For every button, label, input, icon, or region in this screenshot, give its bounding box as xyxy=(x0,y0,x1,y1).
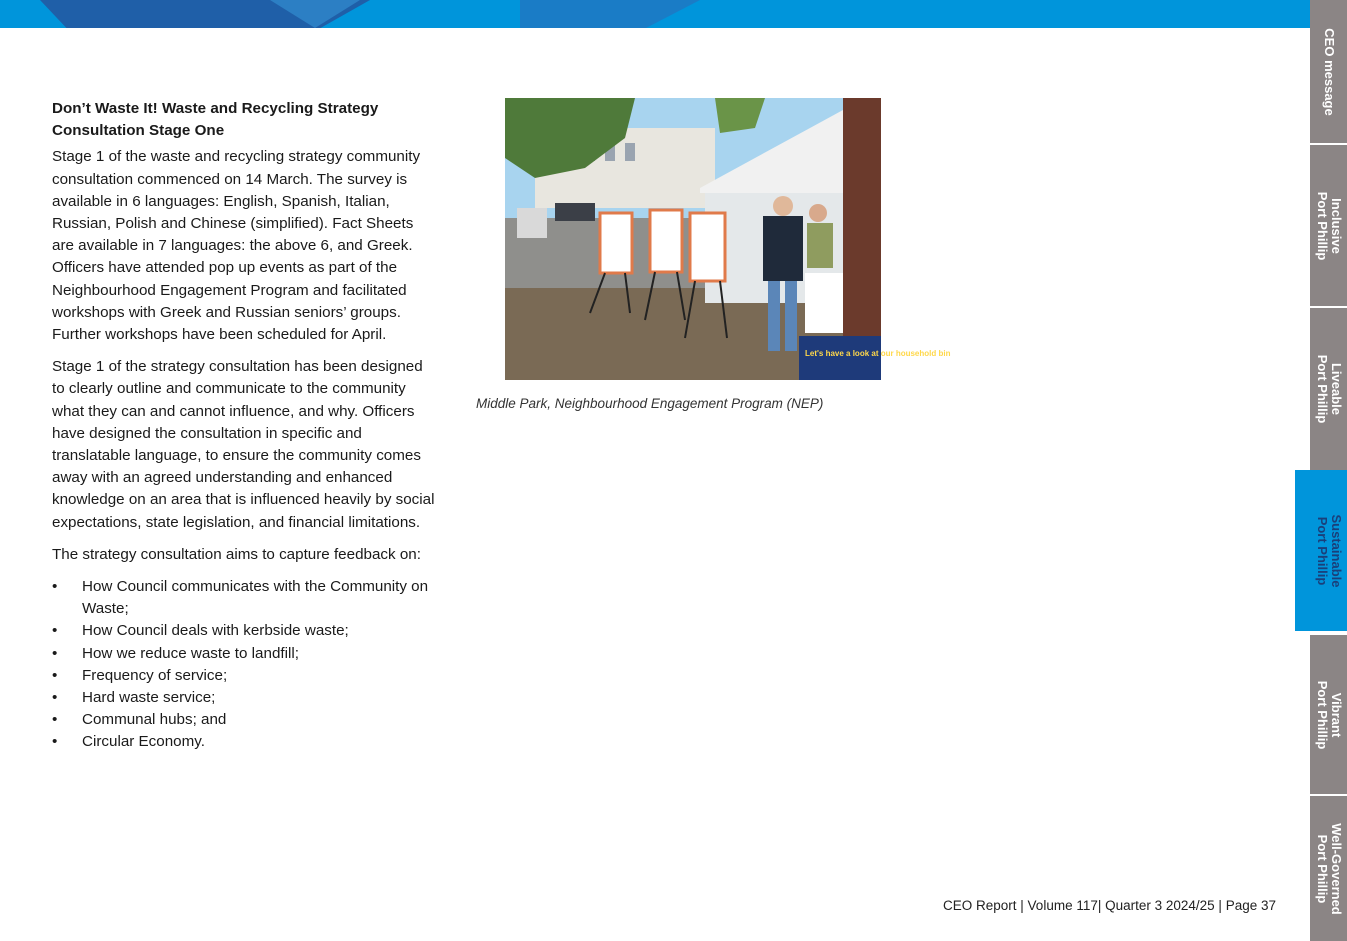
tab-label: Vibrant Port Phillip xyxy=(1314,680,1344,749)
event-photo xyxy=(505,98,951,380)
tab-well-governed[interactable] xyxy=(1310,794,1347,941)
feedback-list xyxy=(52,576,437,754)
banner-shape xyxy=(520,0,700,28)
list-item: • Circular Economy. xyxy=(52,731,437,753)
tab-label: Inclusive Port Phillip xyxy=(1314,191,1344,260)
list-item: • Frequency of service; xyxy=(52,665,437,687)
top-banner xyxy=(0,0,1312,28)
page-footer: CEO Report | Volume 117| Quarter 3 2024/25 | Page 37 xyxy=(943,898,1276,913)
paragraph: Stage 1 of the waste and recycling strategy community consultation commenced on 14 March. The survey is available in 6 languages: English, Spanish, Italian, Russian, Polish and Chinese (simplified). Fact Sheets are available in 7 languages: the above 6, and Greek. Officers have attended pop up events as part of the Neighbourhood Engagement Program and facilitated workshops with Greek and Russian seniors’ groups. Further workshops have been scheduled for April. xyxy=(52,148,421,344)
tab-vibrant[interactable] xyxy=(1310,633,1347,794)
photo-caption: Middle Park, Neighbourhood Engagement Program (NEP) xyxy=(476,396,824,411)
tab-label: Sustainable Port Phillip xyxy=(1315,514,1344,587)
tab-ceo-message[interactable] xyxy=(1310,0,1347,143)
list-item: • Communal hubs; and xyxy=(52,709,437,731)
photo-banner-text: Let's have a look at our household bin xyxy=(805,349,951,358)
list-item: • How Council communicates with the Community on Waste; xyxy=(52,576,437,620)
paragraph: The strategy consultation aims to capture feedback on: xyxy=(52,545,421,563)
list-item: • How we reduce waste to landfill; xyxy=(52,643,437,665)
list-item: • Hard waste service; xyxy=(52,687,437,709)
tab-inclusive[interactable] xyxy=(1310,143,1347,306)
paragraph: Stage 1 of the strategy consultation has been designed to clearly outline and communicate to the community what they can and cannot influence, and why. Officers have designed the consultation in specific and translatable language, to ensure the community comes away with an agreed understanding and enhanced knowledge on an area that is influenced heavily by social expectations, state legislation, and financial limitations. xyxy=(52,358,435,531)
tab-liveable[interactable] xyxy=(1310,306,1347,470)
tab-sustainable[interactable] xyxy=(1295,470,1347,631)
section-heading: Don’t Waste It! Waste and Recycling Strategy Consultation Stage One xyxy=(52,100,379,140)
section-tabs xyxy=(1310,0,1347,941)
tab-label: Well-Governed Port Phillip xyxy=(1314,822,1344,915)
list-item: • How Council deals with kerbside waste; xyxy=(52,620,437,642)
article-column xyxy=(52,98,437,754)
tab-label: CEO message xyxy=(1321,27,1337,116)
event-photo-illustration xyxy=(505,98,951,380)
tab-label: Liveable Port Phillip xyxy=(1314,354,1344,424)
